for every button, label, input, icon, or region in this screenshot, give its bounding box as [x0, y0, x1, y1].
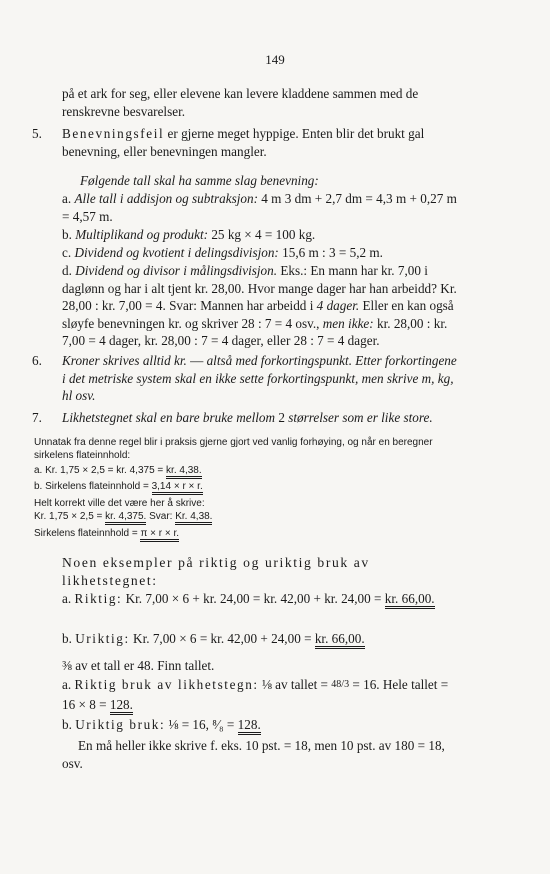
- dash: —: [186, 353, 207, 368]
- exception-d-text: Sirkelens flateinnhold =: [34, 528, 141, 539]
- exception-c-mid: Svar:: [146, 511, 176, 522]
- rule-c-text: 15,6 m : 3 = 5,2 m.: [278, 245, 383, 260]
- list-label: b.: [62, 227, 72, 242]
- exception-c-text: Kr. 1,75 × 2,5 =: [34, 511, 106, 522]
- item-7-text-2: størrelser som er like store.: [288, 410, 433, 425]
- item-7: [32, 409, 462, 427]
- list-label: b.: [62, 717, 76, 732]
- rule-d-text-3: kr. 28,00 : kr. 7,00 = 4 dager, kr. 28,00 : 7 = 4 dager, eller 28 : 7 = 4 dager.: [62, 315, 448, 349]
- exception-d: [34, 527, 444, 540]
- item-7-mid: 2: [275, 410, 289, 425]
- fraction-a-text: av tallet =: [271, 677, 332, 692]
- rule-d-text: Eks.: En mann har kr. 7,00 i daglønn og har i alt tjent kr. 28,00. Hvor mange dager har han arbeidd? Kr. 28,00 : kr. 7,00 = 4. Svar: Mannen har arbeidd i: [62, 263, 457, 314]
- fraction-a-word: Riktig bruk av likhetstegn:: [74, 677, 259, 692]
- item-text: er gjerne meget hyppige. Enten blir det brukt gal benevning, eller benevningen mangler.: [62, 126, 425, 159]
- example-b: [62, 630, 464, 648]
- fraction-task: [62, 657, 462, 675]
- rule-b-heading: Multiplikand og produkt:: [75, 227, 209, 242]
- rule-d-italic-2: men ikke:: [322, 315, 374, 331]
- list-label: c.: [62, 245, 72, 260]
- rule-c-heading: Dividend og kvotient i delingsdivisjon:: [74, 245, 279, 260]
- exception-a: [34, 464, 444, 477]
- rule-b-text: 25 kg × 4 = 100 kg.: [208, 227, 316, 242]
- item-heading: Benevningsfeil: [62, 126, 165, 141]
- exception-a-result: kr. 4,38.: [166, 465, 202, 479]
- examples-heading: Noen eksempler på riktig og uriktig bruk av likhetstegnet:: [62, 555, 370, 588]
- list-label: a.: [62, 591, 75, 606]
- fraction-glyph: 48/3: [331, 679, 350, 690]
- example-b-result: kr. 66,00.: [315, 631, 365, 649]
- exception-c-answer: Kr. 4,38.: [175, 511, 212, 525]
- exception-b-result: 3,14 × r × r.: [152, 481, 203, 495]
- example-a: [62, 590, 464, 608]
- example-b-text: Kr. 7,00 × 6 = kr. 42,00 + 24,00 =: [129, 631, 315, 646]
- fraction-a-text-2: = 16. Hele tallet = 16 × 8 =: [62, 677, 449, 712]
- example-a-word: Riktig:: [74, 591, 123, 606]
- fraction-a: [62, 676, 464, 713]
- item-number: 7.: [32, 410, 42, 425]
- example-a-text: Kr. 7,00 × 6 + kr. 24,00 = kr. 42,00 + kr. 24,00 =: [122, 591, 385, 606]
- rule-a: [62, 190, 462, 225]
- list-label: a.: [62, 677, 75, 692]
- fraction-glyph: ⅛: [258, 677, 272, 692]
- exception-intro: Unnatak fra denne regel blir i praksis gjerne gjort ved vanlig forhøying, og når en beregner sirkelens flateinnhold:: [34, 437, 433, 462]
- list-label: b.: [62, 631, 76, 646]
- exception-correct-label: Helt korrekt ville det være her å skrive:: [34, 498, 205, 509]
- example-a-result: kr. 66,00.: [385, 591, 435, 609]
- item-7-text: Likhetstegnet skal en bare bruke mellom: [62, 410, 276, 425]
- page-number: 149: [265, 52, 285, 67]
- rule-d-italic: 4 dager.: [316, 298, 360, 314]
- item-6: [32, 352, 462, 405]
- exception-b-text: b. Sirkelens flateinnhold =: [34, 481, 152, 492]
- fraction-b-result: 128.: [238, 717, 261, 735]
- list-label: d.: [62, 263, 72, 278]
- item-5: [32, 125, 462, 160]
- example-b-word: Uriktig:: [75, 631, 130, 646]
- item-number: 6.: [32, 353, 42, 368]
- rule-d: [62, 262, 462, 350]
- fraction-b-word: Uriktig bruk:: [75, 717, 166, 732]
- fraction-task-text: av et tall er 48. Finn tallet.: [71, 658, 215, 673]
- intro-paragraph: på et ark for seg, eller elevene kan levere kladdene sammen med de renskrevne besvarelser.: [62, 86, 419, 119]
- item-number: 5.: [32, 126, 42, 141]
- exception-b: [34, 480, 444, 493]
- rule-c: [62, 244, 462, 262]
- fraction-a-result: 128.: [110, 697, 133, 715]
- rule-d-text-2: Eller en kan også sløyfe benevningen kr. og skriver 28 : 7 = 4 osv.,: [62, 298, 454, 331]
- rule-b: [62, 226, 462, 244]
- rule-line: Følgende tall skal ha samme slag benevning:: [80, 173, 319, 188]
- rule-a-heading: Alle tall i addisjon og subtraksjon:: [74, 191, 258, 206]
- exception-d-result: π × r × r.: [140, 528, 179, 542]
- exception-c-result: kr. 4,375.: [105, 511, 146, 525]
- rule-a-text: 4 m 3 dm + 2,7 dm = 4,3 m + 0,27 m = 4,57 m.: [62, 191, 457, 224]
- item-6-text: Kroner skrives alltid kr.: [62, 353, 187, 368]
- fraction-glyph: ⅜: [62, 658, 72, 673]
- fraction-b-text: ⅛ = 16, ⁸⁄₈ =: [165, 717, 238, 732]
- rule-d-heading: Dividend og divisor i målingsdivisjon.: [75, 263, 278, 278]
- fraction-b: [62, 716, 464, 734]
- closing-paragraph: En må heller ikke skrive f. eks. 10 pst. = 18, men 10 pst. av 180 = 18, osv.: [62, 738, 445, 771]
- exception-c: [34, 510, 444, 523]
- list-label: a.: [62, 191, 72, 206]
- exception-a-text: a. Kr. 1,75 × 2,5 = kr. 4,375 =: [34, 465, 167, 476]
- item-6-text-2: altså med forkortingspunkt. Etter forkortingene i det metriske system skal en ikke sette forkortingspunkt, men skrive m, kg, hl osv.: [62, 353, 457, 404]
